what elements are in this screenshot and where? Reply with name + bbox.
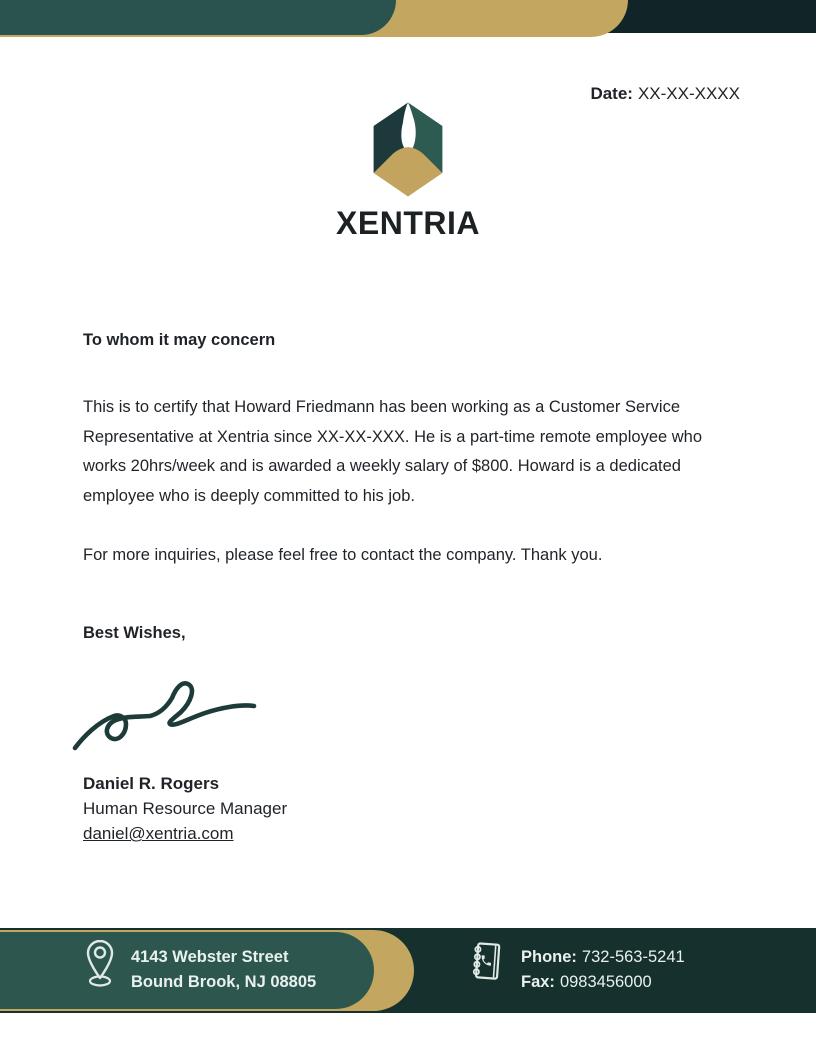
footer-band	[0, 928, 816, 1013]
date-label: Date:	[590, 84, 633, 103]
footer-contact	[521, 945, 685, 995]
fax-value: 0983456000	[559, 973, 652, 991]
footer-phone-line	[521, 945, 685, 970]
signer-block	[83, 771, 287, 846]
signature-scribble	[70, 672, 260, 757]
signer-title: Human Resource Manager	[83, 799, 288, 818]
signer-name: Daniel R. Rogers	[83, 774, 220, 793]
letter-body-paragraph: This is to certify that Howard Friedmann has been working as a Customer Service Representative at Xentria since XX-XX-XXX. He is a part-time remote employee who works 20hrs/week and is awarded a weekly salary of $800. Howard is a dedicated employee who is deeply committed to his job.	[83, 398, 703, 505]
footer-address	[131, 945, 316, 995]
date-line	[590, 84, 740, 104]
sign-off: Best Wishes,	[83, 624, 186, 642]
signer-email-link[interactable]: daniel@xentria.com	[83, 824, 234, 843]
header-band-teal-shape	[0, 0, 396, 35]
phone-value: 732-563-5241	[581, 948, 685, 966]
phone-label: Phone:	[521, 948, 577, 966]
phone-book-icon	[468, 939, 506, 987]
company-wordmark: XENTRIA	[336, 205, 480, 241]
hexagon-cube-logo-icon	[366, 100, 450, 199]
letter-closing-paragraph: For more inquiries, please feel free to contact the company. Thank you.	[83, 546, 603, 564]
salutation: To whom it may concern	[83, 331, 276, 349]
footer-fax-line	[521, 970, 685, 995]
company-logo	[278, 100, 538, 242]
location-pin-icon	[84, 938, 116, 990]
date-value: XX-XX-XXXX	[637, 84, 740, 103]
fax-label: Fax:	[521, 973, 555, 991]
footer-address-line1: 4143 Webster Street	[131, 948, 289, 966]
footer-address-line2: Bound Brook, NJ 08805	[131, 973, 317, 991]
